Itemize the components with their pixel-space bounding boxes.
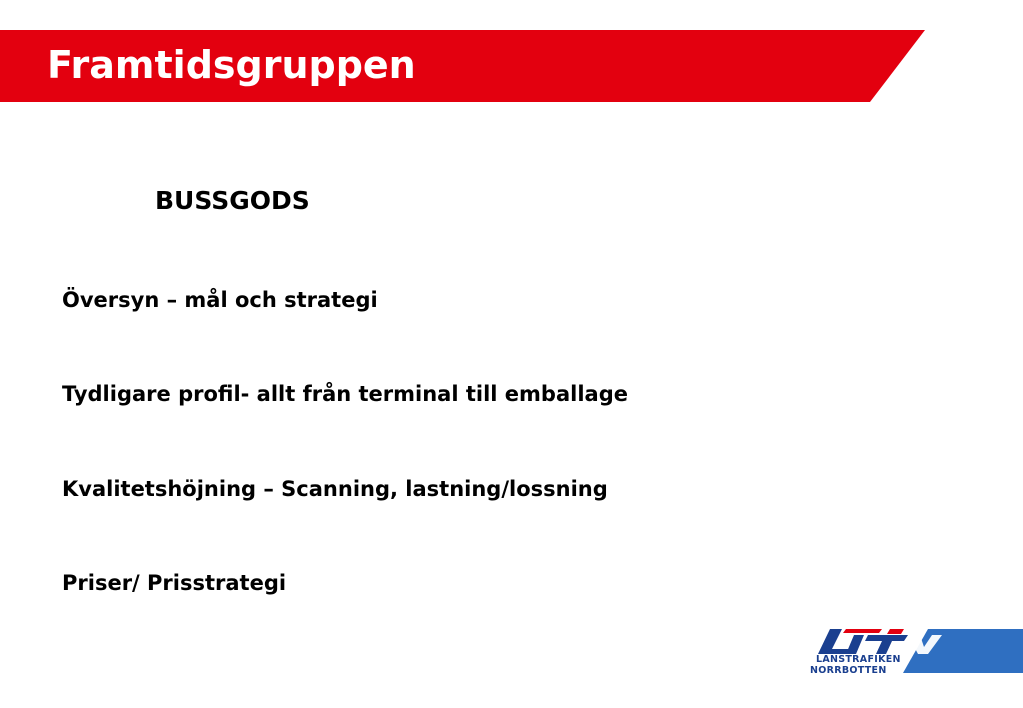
bullet-item: Kvalitetshöjning – Scanning, lastning/lossning xyxy=(62,477,608,501)
slide-subtitle: BUSSGODS xyxy=(155,186,310,215)
logo-text-line2: NORRBOTTEN xyxy=(810,665,887,676)
logo-text-line1: LÄNSTRAFIKEN xyxy=(816,654,901,665)
company-logo xyxy=(808,625,1023,683)
bullet-item: Priser/ Prisstrategi xyxy=(62,571,287,595)
slide-title: Framtidsgruppen xyxy=(47,43,416,87)
bullet-item: Översyn – mål och strategi xyxy=(62,288,378,312)
bullet-item: Tydligare profil- allt från terminal till emballage xyxy=(62,382,628,406)
